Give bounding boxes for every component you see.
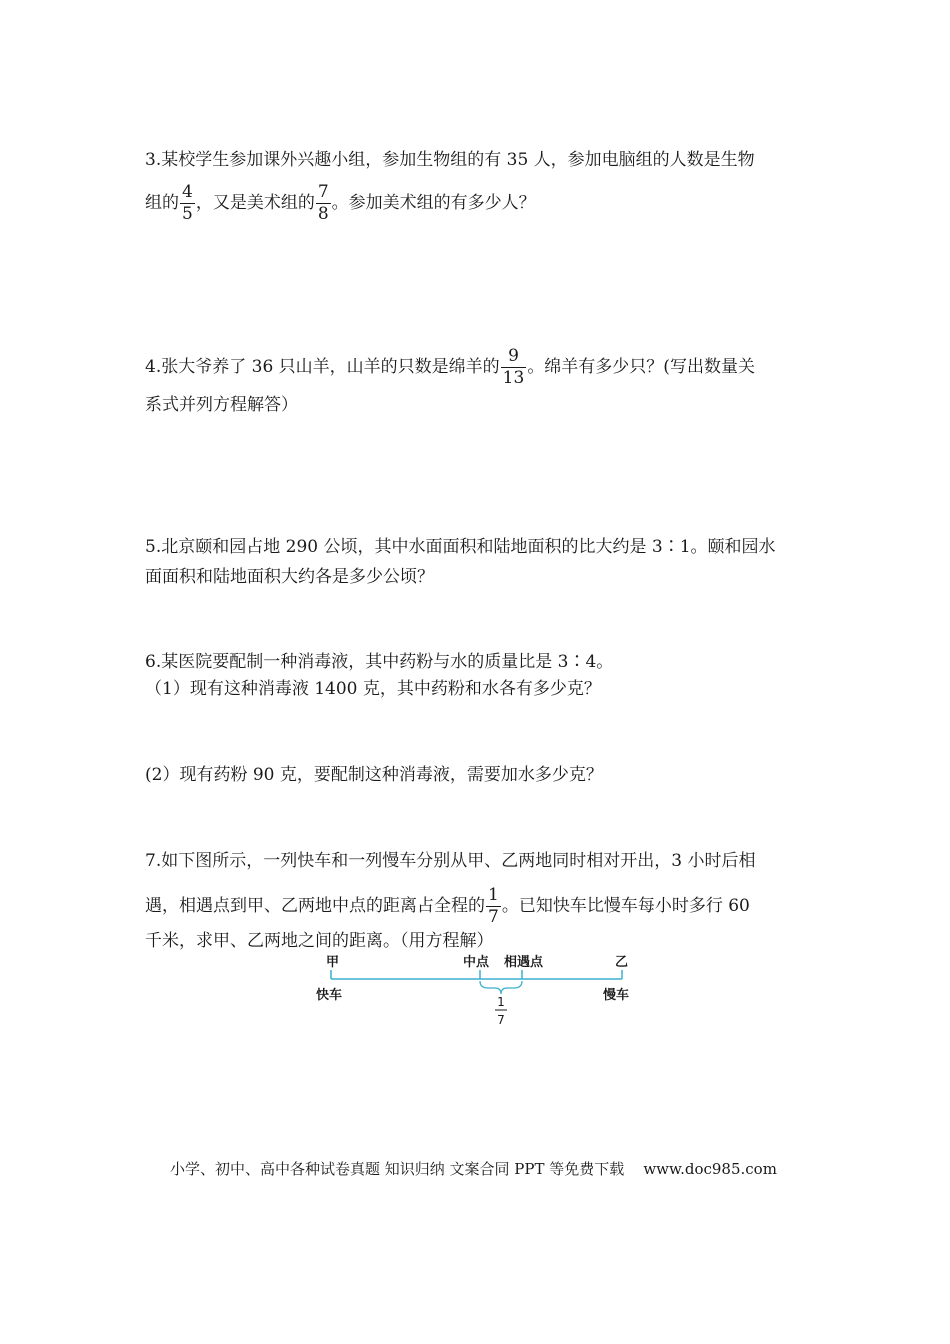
q3-text-2a: 组的	[145, 193, 179, 213]
label-midpoint: 中点	[463, 955, 490, 970]
q7-frac-numerator: 1	[488, 885, 499, 905]
q7-text-3: 千米，求甲、乙两地之间的距离。（用方程解）	[145, 931, 494, 951]
q3-line1	[145, 148, 755, 172]
q4-fraction-9-13	[501, 348, 527, 387]
q3-text-1: 3.某校学生参加课外兴趣小组，参加生物组的有 35 人，参加电脑组的人数是生物	[145, 150, 755, 170]
q7-frac-denominator: 7	[488, 907, 499, 927]
q3-text-2b: ，又是美术组的	[195, 193, 315, 213]
q6-sub2	[145, 763, 603, 787]
q3-frac2-numerator: 7	[317, 182, 329, 202]
q7-fraction-1-7	[486, 887, 501, 926]
q4-text-2: 系式并列方程解答）	[145, 395, 298, 415]
q6-line1	[145, 650, 613, 674]
q7-line2	[145, 887, 750, 926]
meeting-diagram	[300, 948, 650, 1033]
footer-text: 小学、初中、高中各种试卷真题 知识归纳 文案合同 PPT 等免费下载	[170, 1160, 625, 1178]
q4-frac-denominator: 13	[502, 368, 525, 388]
q5-line2	[145, 565, 434, 589]
q4-frac-numerator: 9	[501, 348, 527, 368]
q3-frac2-denominator: 8	[317, 204, 329, 224]
label-jia: 甲	[326, 955, 340, 970]
q3-fraction-7-8	[316, 184, 331, 223]
q4-line1	[145, 348, 755, 387]
label-fast-train: 快车	[316, 988, 343, 1003]
q7-text-2a: 遇，相遇点到甲、乙两地中点的距离占全程的	[145, 896, 485, 916]
q4-text-1b: 。绵羊有多少只？(写出数量关	[527, 357, 755, 377]
q5-line1	[145, 535, 776, 559]
q3-frac1-denominator: 5	[182, 204, 193, 224]
q3-frac1-numerator: 4	[182, 182, 193, 202]
label-meeting-point: 相遇点	[504, 955, 544, 970]
brace	[480, 981, 522, 994]
q7-text-2b: 。已知快车比慢车每小时多行 60	[501, 896, 750, 916]
label-slow-train: 慢车	[603, 988, 630, 1003]
q6-subquestion-2: (2）现有药粉 90 克，要配制这种消毒液，需要加水多少克？	[145, 765, 603, 785]
q6-subquestion-1: （1）现有这种消毒液 1400 克，其中药粉和水各有多少克？	[145, 679, 601, 699]
q7-line1	[145, 849, 755, 873]
q3-fraction-4-5	[180, 184, 195, 223]
q3-line2	[145, 184, 536, 223]
footer-url[interactable]: www.doc985.com	[643, 1160, 777, 1178]
diagram-frac-numerator: 1	[497, 995, 505, 1009]
q4-text-1a: 4.张大爷养了 36 只山羊，山羊的只数是绵羊的	[145, 357, 500, 377]
q5-text-1: 5.北京颐和园占地 290 公顷，其中水面面积和陆地面积的比大约是 3∶1。颐和园水	[145, 537, 776, 557]
q6-sub1	[145, 677, 601, 701]
q7-text-1: 7.如下图所示，一列快车和一列慢车分别从甲、乙两地同时相对开出，3 小时后相	[145, 851, 756, 871]
q5-text-2: 面面积和陆地面积大约各是多少公顷？	[145, 567, 434, 587]
q6-text-1: 6.某医院要配制一种消毒液，其中药粉与水的质量比是 3∶4。	[145, 652, 614, 672]
diagram-frac-denominator: 7	[497, 1013, 505, 1027]
q4-line2	[145, 393, 298, 417]
label-yi: 乙	[615, 955, 629, 970]
footer	[170, 1158, 777, 1179]
q3-text-2c: 。参加美术组的有多少人？	[331, 193, 536, 213]
